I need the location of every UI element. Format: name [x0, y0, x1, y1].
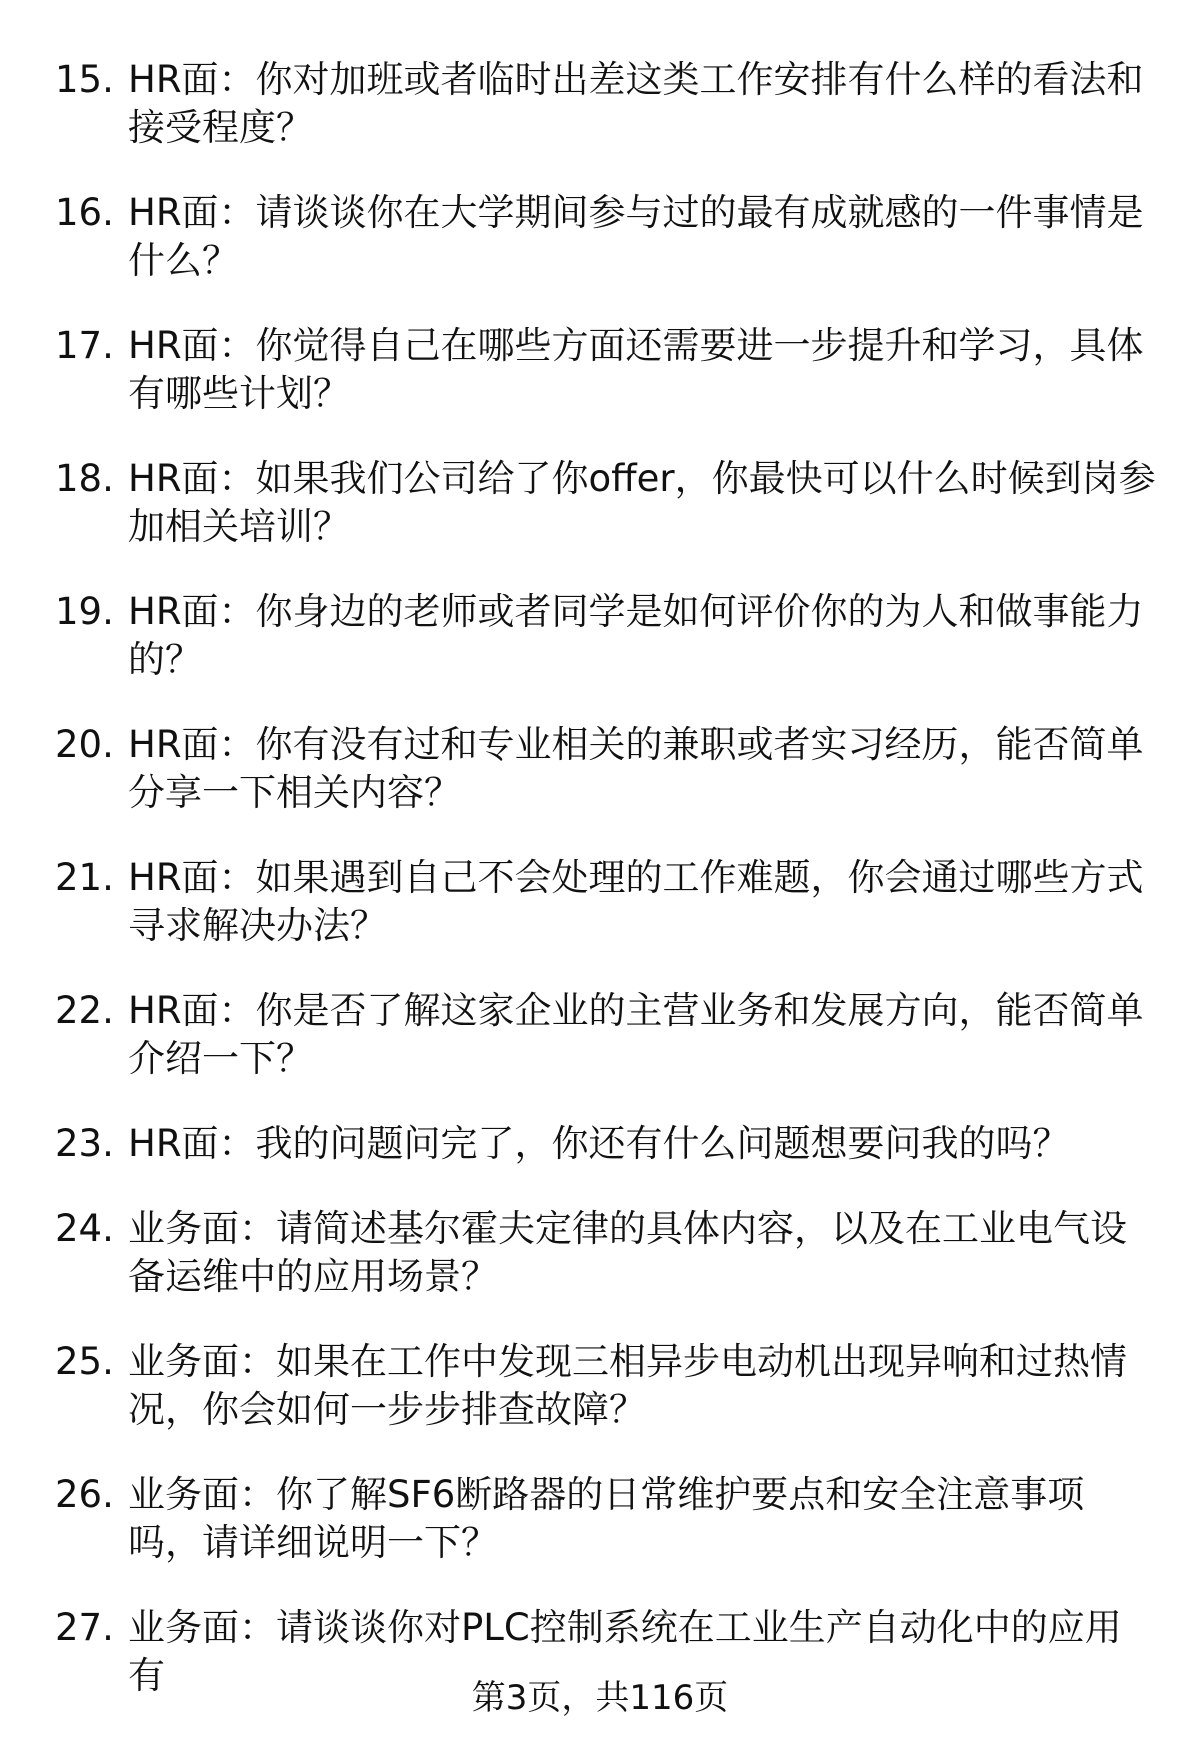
- question-item-23: [0, 1120, 1200, 1168]
- question-text: HR面：你对加班或者临时出差这类工作安排有什么样的看法和接受程度？: [128, 58, 1144, 149]
- question-item-20: [0, 721, 1200, 817]
- question-text: HR面：如果我们公司给了你offer，你最快可以什么时候到岗参加相关培训？: [128, 457, 1156, 548]
- question-text: 业务面：你了解SF6断路器的日常维护要点和安全注意事项吗，请详细说明一下？: [128, 1473, 1085, 1564]
- question-text: HR面：我的问题问完了，你还有什么问题想要问我的吗？: [128, 1122, 1070, 1165]
- question-item-21: [0, 854, 1200, 950]
- question-item-18: [0, 455, 1200, 551]
- question-text: 业务面：请简述基尔霍夫定律的具体内容，以及在工业电气设备运维中的应用场景？: [128, 1207, 1127, 1298]
- question-text: 业务面：请谈谈你对PLC控制系统在工业生产自动化中的应用有: [128, 1606, 1122, 1697]
- question-item-19: [0, 588, 1200, 684]
- question-number: 18.: [55, 457, 114, 500]
- question-number: 19.: [55, 590, 114, 633]
- question-number: 26.: [55, 1473, 114, 1516]
- question-number: 24.: [55, 1207, 114, 1250]
- question-text: HR面：你觉得自己在哪些方面还需要进一步提升和学习，具体有哪些计划？: [128, 324, 1144, 415]
- question-item-24: [0, 1205, 1200, 1301]
- question-item-15: [0, 56, 1200, 152]
- question-item-22: [0, 987, 1200, 1083]
- question-number: 23.: [55, 1122, 114, 1165]
- page-number-label: 第3页，共116页: [471, 1678, 729, 1718]
- question-item-16: [0, 189, 1200, 285]
- question-text: HR面：你有没有过和专业相关的兼职或者实习经历，能否简单分享一下相关内容？: [128, 723, 1144, 814]
- question-text: HR面：你是否了解这家企业的主营业务和发展方向，能否简单介绍一下？: [128, 989, 1144, 1080]
- page-footer: [0, 1676, 1200, 1720]
- question-item-25: [0, 1338, 1200, 1434]
- question-number: 22.: [55, 989, 114, 1032]
- question-number: 16.: [55, 191, 114, 234]
- question-number: 21.: [55, 856, 114, 899]
- question-item-17: [0, 322, 1200, 418]
- question-number: 27.: [55, 1606, 114, 1649]
- question-text: 业务面：如果在工作中发现三相异步电动机出现异响和过热情况，你会如何一步步排查故障？: [128, 1340, 1127, 1431]
- question-item-26: [0, 1471, 1200, 1567]
- question-number: 17.: [55, 324, 114, 367]
- question-text: HR面：你身边的老师或者同学是如何评价你的为人和做事能力的？: [128, 590, 1144, 681]
- question-number: 20.: [55, 723, 114, 766]
- question-number: 25.: [55, 1340, 114, 1383]
- question-text: HR面：请谈谈你在大学期间参与过的最有成就感的一件事情是什么？: [128, 191, 1144, 282]
- question-list: [0, 56, 1200, 1737]
- question-number: 15.: [55, 58, 114, 101]
- question-text: HR面：如果遇到自己不会处理的工作难题，你会通过哪些方式寻求解决办法？: [128, 856, 1144, 947]
